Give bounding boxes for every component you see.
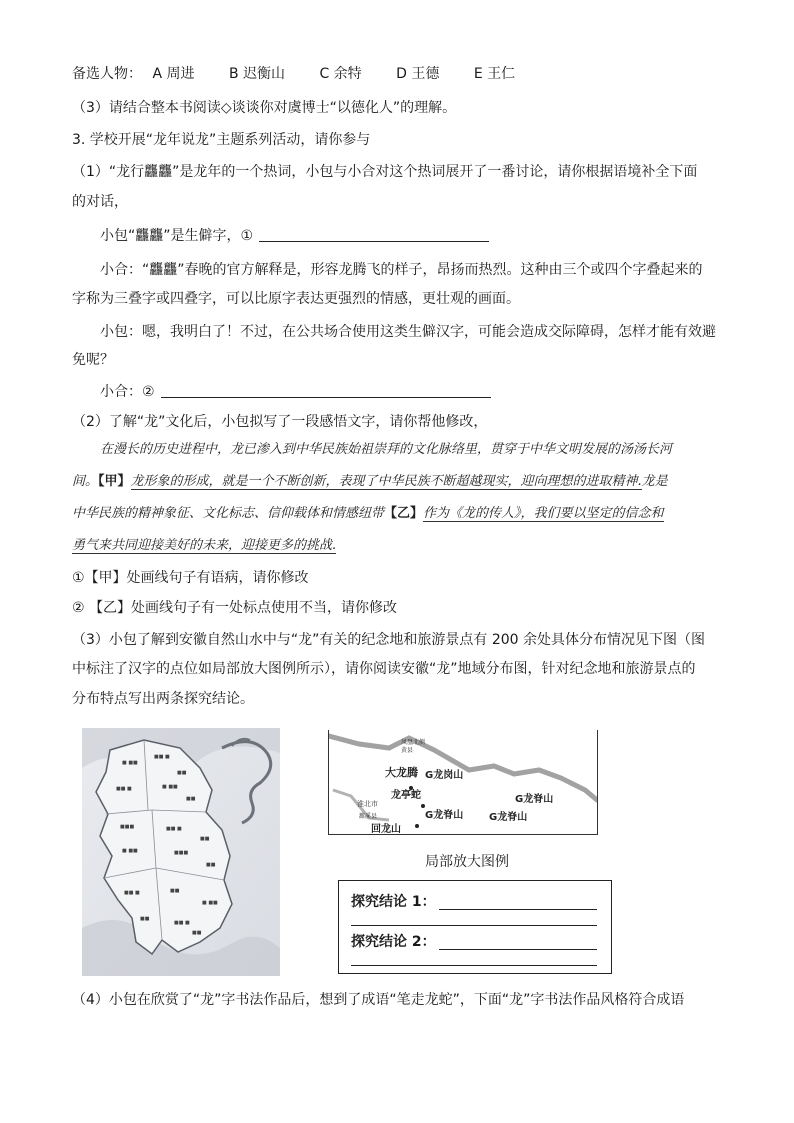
zoomed-legend-map — [328, 730, 598, 835]
essay-line-2 — [72, 472, 732, 492]
map-label-longjishan-right: G龙脊山 — [515, 794, 554, 805]
svg-text:■■ ■: ■■ ■ — [174, 920, 190, 926]
conclusion-1-line-b[interactable] — [351, 925, 597, 926]
svg-text:■■■: ■■■ — [174, 850, 189, 856]
dialogue-1 — [100, 226, 489, 246]
map-label-longshe: 龙亭蛇 — [391, 790, 421, 801]
svg-text:■■: ■■ — [206, 862, 216, 868]
svg-text:■■ ■: ■■ ■ — [124, 890, 140, 896]
svg-text:■■: ■■ — [200, 836, 210, 842]
svg-text:■■: ■■ — [186, 796, 196, 802]
conclusion-box — [338, 880, 612, 974]
essay-line-1: 在漫长的历史进程中，龙已渗入到中华民族始祖崇拜的文化脉络里，贯穿于中华文明发展的汤汤长河 — [100, 442, 673, 457]
anhui-dragon-map — [82, 728, 280, 976]
conclusion-2-line-a[interactable] — [439, 949, 597, 950]
dialogue-2-line-1: 小合：“龘龘”春晚的官方解释是，形容龙腾飞的样子，昂扬而热烈。这种由三个或四个字叠起来的 — [100, 262, 703, 278]
essay-line-3a: 中华民族的精神象征、文化标志、信仰载体和情感纽带 — [72, 506, 385, 521]
figure-caption: 局部放大图例 — [425, 854, 509, 870]
conclusion-2-label: 探究结论 2： — [351, 934, 436, 950]
q2-intro: （2）了解“龙”文化后，小包拟写了一段感悟文字，请你帮他修改， — [72, 414, 488, 430]
q3-line-1: （3）小包了解到安徽自然山水中与“龙”有关的纪念地和旅游景点有 200 余处具体分布情况见下图（图 — [72, 632, 706, 648]
dialogue-4-text: 小合：② — [100, 384, 155, 400]
svg-text:■ ■■: ■ ■■ — [122, 760, 138, 766]
map-label-small: 濉溪县 — [359, 813, 378, 820]
svg-text:■■: ■■ — [140, 916, 150, 922]
essay-line-4 — [72, 536, 732, 556]
essay-line-3 — [72, 504, 732, 524]
map-label-huilongshan: 回龙山 — [371, 824, 401, 834]
candidate-option-d: D 王德 — [396, 66, 440, 82]
map-label-dalong: 大龙腾 — [385, 766, 418, 779]
zoomed-map-drawing — [329, 730, 597, 834]
anhui-map-drawing — [82, 728, 280, 976]
svg-text:■■ ■: ■■ ■ — [154, 754, 170, 760]
candidate-option-b: B 迟衡山 — [228, 66, 285, 82]
candidate-label: 备选人物： — [72, 66, 142, 82]
candidate-list — [72, 64, 545, 84]
underlined-sentence-yi-end: 勇气来共同迎接美好的未来，迎接更多的挑战. — [72, 538, 337, 553]
dialogue-3-line-1: 小包：嗯，我明白了！不过，在公共场合使用这类生僻汉字，可能会造成交际障碍，怎样才能有效避 — [100, 324, 716, 340]
conclusion-2-line-b[interactable] — [351, 965, 597, 966]
map-label-longgang: G龙岗山 — [425, 770, 464, 781]
candidate-option-a: A 周进 — [152, 66, 195, 82]
underlined-sentence-jia: 龙形象的形成，就是一个不断创新，表现了中华民族不断超越现实，迎向理想的进取精神. — [130, 474, 642, 489]
dialogue-1-text: 小包“龘龘”是生僻字，① — [100, 228, 254, 244]
svg-text:■■: ■■ — [170, 888, 180, 894]
svg-text:■■: ■■ — [192, 930, 202, 936]
svg-text:■ ■■: ■ ■■ — [162, 784, 178, 790]
conclusion-1-line-a[interactable] — [439, 909, 597, 910]
marker-yi: 【乙】 — [384, 506, 424, 521]
conclusion-1-label: 探究结论 1： — [351, 894, 436, 910]
marker-jia: 【甲】 — [98, 474, 131, 489]
q1-line-2: 的对话， — [72, 194, 128, 210]
answer-blank-1[interactable] — [259, 227, 489, 242]
dialogue-2-line-2: 字称为三叠字或四叠字，可以比原字表达更强烈的情感，更壮观的画面。 — [72, 291, 520, 307]
q1-line-1: （1）“龙行龘龘”是龙年的一个热词，小包与小合对这个热词展开了一番讨论，请你根据语境补全下面 — [72, 164, 698, 180]
svg-text:■■ ■: ■■ ■ — [166, 826, 182, 832]
dialogue-4 — [100, 382, 491, 402]
svg-text:■■ ■: ■■ ■ — [116, 786, 132, 792]
map-label-longjishan-center: G龙脊山 — [489, 812, 528, 823]
answer-blank-2[interactable] — [161, 383, 491, 398]
question-2-3: （3）请结合整本书阅读◇谈谈你对虞博士“以德化人”的理解。 — [72, 100, 457, 116]
q2-sub-2: ② 【乙】处画线句子有一处标点使用不当，请你修改 — [72, 600, 397, 616]
svg-text:■■: ■■ — [177, 770, 187, 776]
q3-line-2: 中标注了汉字的点位如局部放大图例所示），请你阅读安徽“龙”地域分布图，针对纪念地和旅游景点的 — [72, 661, 696, 677]
q3-line-3: 分布特点写出两条探究结论。 — [72, 691, 254, 707]
candidate-option-c: C 余特 — [319, 66, 362, 82]
map-label-huaibei: 淮北市 — [357, 800, 378, 808]
q4-line: （4）小包在欣赏了“龙”字书法作品后，想到了成语“笔走龙蛇”，下面“龙”字书法作品风格符合成语 — [72, 992, 685, 1008]
candidate-option-e: E 王仁 — [473, 66, 516, 82]
underlined-sentence-yi: 作为《龙的传人》，我们要以坚定的信念和 — [423, 506, 664, 521]
svg-text:■ ■■: ■ ■■ — [122, 848, 138, 854]
svg-text:■ ■■: ■ ■■ — [202, 900, 218, 906]
svg-text:■■■: ■■■ — [120, 824, 135, 830]
dialogue-3-line-2: 免呢？ — [72, 352, 114, 368]
map-label-top-2: 黄县 — [401, 747, 414, 754]
map-label-longjishan-mid: G龙脊山 — [425, 810, 464, 821]
essay-line-2d: 龙是 — [641, 474, 668, 489]
q2-sub-1: ①【甲】处画线句子有语病，请你修改 — [72, 570, 309, 586]
essay-line-2a: 间。 — [72, 474, 99, 489]
section-3-title: 3. 学校开展“龙年说龙”主题系列活动，请你参与 — [72, 132, 371, 148]
map-label-top: 凤凰北侧 — [401, 739, 426, 746]
